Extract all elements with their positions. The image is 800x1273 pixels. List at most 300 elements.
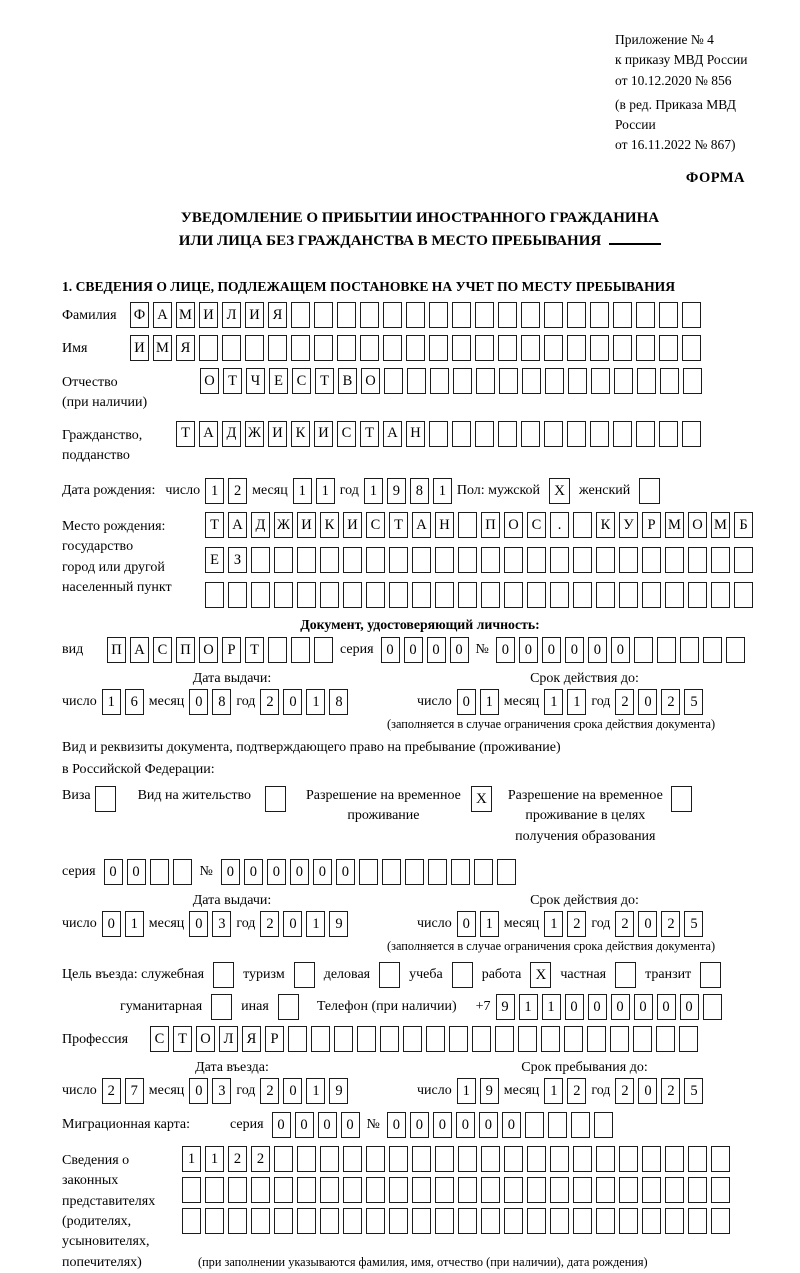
char-box[interactable]: [199, 335, 218, 361]
char-box[interactable]: Ф: [130, 302, 149, 328]
char-box[interactable]: Т: [360, 421, 379, 447]
char-box[interactable]: [688, 1146, 707, 1172]
char-box[interactable]: О: [199, 637, 218, 663]
char-box[interactable]: [573, 1177, 592, 1203]
char-box[interactable]: 0: [450, 637, 469, 663]
purpose-inaya-checkbox[interactable]: [278, 994, 299, 1020]
char-box[interactable]: [498, 421, 517, 447]
char-box[interactable]: 5: [684, 911, 703, 937]
char-box[interactable]: [567, 335, 586, 361]
char-box[interactable]: [458, 547, 477, 573]
char-box[interactable]: [711, 1208, 730, 1234]
char-box[interactable]: [734, 547, 753, 573]
char-box[interactable]: [594, 1112, 613, 1138]
char-box[interactable]: [504, 1146, 523, 1172]
char-box[interactable]: 0: [283, 1078, 302, 1104]
char-box[interactable]: [314, 637, 333, 663]
char-box[interactable]: [452, 302, 471, 328]
char-box[interactable]: [383, 302, 402, 328]
char-box[interactable]: [452, 421, 471, 447]
char-box[interactable]: 0: [638, 911, 657, 937]
char-box[interactable]: 0: [479, 1112, 498, 1138]
char-box[interactable]: [499, 368, 518, 394]
char-box[interactable]: О: [504, 512, 523, 538]
char-box[interactable]: 2: [615, 911, 634, 937]
char-box[interactable]: [665, 547, 684, 573]
char-box[interactable]: Е: [205, 547, 224, 573]
char-box[interactable]: [311, 1026, 330, 1052]
char-box[interactable]: Р: [642, 512, 661, 538]
char-box[interactable]: [613, 335, 632, 361]
char-box[interactable]: [573, 547, 592, 573]
char-box[interactable]: [274, 1208, 293, 1234]
char-box[interactable]: 8: [329, 689, 348, 715]
char-box[interactable]: Т: [389, 512, 408, 538]
char-box[interactable]: А: [383, 421, 402, 447]
char-box[interactable]: 8: [212, 689, 231, 715]
char-box[interactable]: [481, 1208, 500, 1234]
char-box[interactable]: [383, 335, 402, 361]
char-box[interactable]: З: [228, 547, 247, 573]
char-box[interactable]: Т: [223, 368, 242, 394]
char-box[interactable]: [384, 368, 403, 394]
char-box[interactable]: [288, 1026, 307, 1052]
char-box[interactable]: [682, 302, 701, 328]
char-box[interactable]: [633, 1026, 652, 1052]
char-box[interactable]: [297, 1146, 316, 1172]
char-box[interactable]: [389, 547, 408, 573]
char-box[interactable]: 0: [387, 1112, 406, 1138]
char-box[interactable]: М: [176, 302, 195, 328]
char-box[interactable]: П: [481, 512, 500, 538]
temp-permit-checkbox[interactable]: X: [471, 786, 492, 812]
char-box[interactable]: [642, 1208, 661, 1234]
char-box[interactable]: 0: [272, 1112, 291, 1138]
char-box[interactable]: [435, 582, 454, 608]
char-box[interactable]: [682, 335, 701, 361]
char-box[interactable]: [642, 582, 661, 608]
char-box[interactable]: А: [199, 421, 218, 447]
char-box[interactable]: [343, 582, 362, 608]
char-box[interactable]: Я: [176, 335, 195, 361]
char-box[interactable]: 1: [544, 911, 563, 937]
char-box[interactable]: 0: [127, 859, 146, 885]
char-box[interactable]: 1: [306, 911, 325, 937]
char-box[interactable]: [274, 1177, 293, 1203]
char-box[interactable]: 0: [519, 637, 538, 663]
char-box[interactable]: [251, 1208, 270, 1234]
char-box[interactable]: [366, 1146, 385, 1172]
char-box[interactable]: 2: [661, 689, 680, 715]
char-box[interactable]: [642, 547, 661, 573]
purpose-tranzit-checkbox[interactable]: [700, 962, 721, 988]
char-box[interactable]: [711, 582, 730, 608]
char-box[interactable]: 1: [457, 1078, 476, 1104]
char-box[interactable]: [495, 1026, 514, 1052]
char-box[interactable]: К: [291, 421, 310, 447]
char-box[interactable]: 2: [228, 1146, 247, 1172]
char-box[interactable]: [426, 1026, 445, 1052]
char-box[interactable]: 0: [638, 689, 657, 715]
char-box[interactable]: [458, 1208, 477, 1234]
char-box[interactable]: И: [314, 421, 333, 447]
char-box[interactable]: .: [550, 512, 569, 538]
char-box[interactable]: [680, 637, 699, 663]
purpose-rabota-checkbox[interactable]: X: [530, 962, 551, 988]
char-box[interactable]: 1: [316, 478, 335, 504]
char-box[interactable]: [435, 1177, 454, 1203]
char-box[interactable]: 9: [496, 994, 515, 1020]
char-box[interactable]: [541, 1026, 560, 1052]
char-box[interactable]: [222, 335, 241, 361]
char-box[interactable]: [711, 547, 730, 573]
char-box[interactable]: К: [320, 512, 339, 538]
char-box[interactable]: 0: [433, 1112, 452, 1138]
char-box[interactable]: 0: [588, 637, 607, 663]
char-box[interactable]: И: [245, 302, 264, 328]
char-box[interactable]: [182, 1177, 201, 1203]
char-box[interactable]: С: [150, 1026, 169, 1052]
char-box[interactable]: [274, 582, 293, 608]
char-box[interactable]: [659, 302, 678, 328]
char-box[interactable]: [458, 1146, 477, 1172]
char-box[interactable]: [521, 421, 540, 447]
char-box[interactable]: У: [619, 512, 638, 538]
char-box[interactable]: 3: [212, 1078, 231, 1104]
char-box[interactable]: [636, 421, 655, 447]
char-box[interactable]: 9: [329, 911, 348, 937]
char-box[interactable]: [497, 859, 516, 885]
char-box[interactable]: 2: [251, 1146, 270, 1172]
char-box[interactable]: [205, 1177, 224, 1203]
char-box[interactable]: П: [107, 637, 126, 663]
char-box[interactable]: [366, 582, 385, 608]
char-box[interactable]: Т: [173, 1026, 192, 1052]
char-box[interactable]: [403, 1026, 422, 1052]
char-box[interactable]: Д: [222, 421, 241, 447]
char-box[interactable]: Д: [251, 512, 270, 538]
char-box[interactable]: 1: [433, 478, 452, 504]
char-box[interactable]: И: [199, 302, 218, 328]
char-box[interactable]: 0: [341, 1112, 360, 1138]
char-box[interactable]: [245, 335, 264, 361]
char-box[interactable]: [568, 368, 587, 394]
char-box[interactable]: [596, 1208, 615, 1234]
char-box[interactable]: И: [268, 421, 287, 447]
char-box[interactable]: [475, 335, 494, 361]
char-box[interactable]: 1: [293, 478, 312, 504]
char-box[interactable]: [659, 421, 678, 447]
char-box[interactable]: 0: [680, 994, 699, 1020]
char-box[interactable]: [320, 1208, 339, 1234]
char-box[interactable]: 0: [404, 637, 423, 663]
char-box[interactable]: [458, 1177, 477, 1203]
char-box[interactable]: [613, 421, 632, 447]
char-box[interactable]: 0: [318, 1112, 337, 1138]
char-box[interactable]: [297, 1177, 316, 1203]
char-box[interactable]: [474, 859, 493, 885]
char-box[interactable]: 0: [457, 911, 476, 937]
char-box[interactable]: [274, 547, 293, 573]
char-box[interactable]: 2: [567, 1078, 586, 1104]
char-box[interactable]: 0: [267, 859, 286, 885]
char-box[interactable]: Ж: [245, 421, 264, 447]
char-box[interactable]: [412, 1208, 431, 1234]
purpose-sluzhebnaya-checkbox[interactable]: [213, 962, 234, 988]
char-box[interactable]: [481, 547, 500, 573]
char-box[interactable]: [550, 1177, 569, 1203]
char-box[interactable]: [657, 637, 676, 663]
char-box[interactable]: [571, 1112, 590, 1138]
char-box[interactable]: [726, 637, 745, 663]
char-box[interactable]: [412, 1146, 431, 1172]
char-box[interactable]: [619, 1146, 638, 1172]
char-box[interactable]: О: [688, 512, 707, 538]
char-box[interactable]: [587, 1026, 606, 1052]
char-box[interactable]: 1: [542, 994, 561, 1020]
char-box[interactable]: 1: [125, 911, 144, 937]
char-box[interactable]: [182, 1208, 201, 1234]
char-box[interactable]: 9: [329, 1078, 348, 1104]
char-box[interactable]: [711, 1177, 730, 1203]
sex-female-checkbox[interactable]: [639, 478, 660, 504]
char-box[interactable]: А: [412, 512, 431, 538]
char-box[interactable]: [544, 421, 563, 447]
char-box[interactable]: [429, 421, 448, 447]
char-box[interactable]: [703, 637, 722, 663]
char-box[interactable]: [596, 1146, 615, 1172]
char-box[interactable]: [498, 335, 517, 361]
char-box[interactable]: [320, 582, 339, 608]
char-box[interactable]: Т: [245, 637, 264, 663]
residence-checkbox[interactable]: [265, 786, 286, 812]
char-box[interactable]: [320, 1177, 339, 1203]
char-box[interactable]: [366, 1208, 385, 1234]
char-box[interactable]: [320, 1146, 339, 1172]
char-box[interactable]: [567, 421, 586, 447]
char-box[interactable]: Я: [242, 1026, 261, 1052]
char-box[interactable]: [389, 1208, 408, 1234]
char-box[interactable]: [428, 859, 447, 885]
char-box[interactable]: Р: [265, 1026, 284, 1052]
char-box[interactable]: 1: [205, 478, 224, 504]
char-box[interactable]: [656, 1026, 675, 1052]
char-box[interactable]: Б: [734, 512, 753, 538]
char-box[interactable]: [173, 859, 192, 885]
char-box[interactable]: [619, 582, 638, 608]
char-box[interactable]: [343, 1146, 362, 1172]
char-box[interactable]: [596, 547, 615, 573]
char-box[interactable]: Т: [205, 512, 224, 538]
char-box[interactable]: [343, 1177, 362, 1203]
char-box[interactable]: [504, 582, 523, 608]
char-box[interactable]: 2: [615, 1078, 634, 1104]
char-box[interactable]: [453, 368, 472, 394]
char-box[interactable]: 0: [221, 859, 240, 885]
char-box[interactable]: 1: [480, 689, 499, 715]
char-box[interactable]: [435, 1208, 454, 1234]
char-box[interactable]: М: [711, 512, 730, 538]
char-box[interactable]: [636, 302, 655, 328]
char-box[interactable]: 0: [457, 689, 476, 715]
char-box[interactable]: К: [596, 512, 615, 538]
char-box[interactable]: 1: [205, 1146, 224, 1172]
char-box[interactable]: [613, 302, 632, 328]
char-box[interactable]: [251, 1177, 270, 1203]
char-box[interactable]: [297, 547, 316, 573]
char-box[interactable]: [343, 547, 362, 573]
char-box[interactable]: [688, 1208, 707, 1234]
char-box[interactable]: М: [665, 512, 684, 538]
char-box[interactable]: 0: [502, 1112, 521, 1138]
char-box[interactable]: [430, 368, 449, 394]
char-box[interactable]: 0: [295, 1112, 314, 1138]
char-box[interactable]: [527, 1208, 546, 1234]
char-box[interactable]: 0: [313, 859, 332, 885]
char-box[interactable]: 0: [456, 1112, 475, 1138]
char-box[interactable]: 0: [336, 859, 355, 885]
char-box[interactable]: [228, 582, 247, 608]
char-box[interactable]: [314, 302, 333, 328]
char-box[interactable]: 6: [125, 689, 144, 715]
char-box[interactable]: [451, 859, 470, 885]
char-box[interactable]: 0: [611, 637, 630, 663]
char-box[interactable]: [703, 994, 722, 1020]
char-box[interactable]: [527, 1177, 546, 1203]
char-box[interactable]: [711, 1146, 730, 1172]
char-box[interactable]: [614, 368, 633, 394]
char-box[interactable]: [458, 512, 477, 538]
char-box[interactable]: [545, 368, 564, 394]
char-box[interactable]: [544, 302, 563, 328]
char-box[interactable]: [291, 302, 310, 328]
char-box[interactable]: [573, 512, 592, 538]
char-box[interactable]: 0: [104, 859, 123, 885]
char-box[interactable]: [320, 547, 339, 573]
char-box[interactable]: [688, 582, 707, 608]
char-box[interactable]: [337, 335, 356, 361]
char-box[interactable]: [573, 582, 592, 608]
purpose-gumanitarnaya-checkbox[interactable]: [211, 994, 232, 1020]
char-box[interactable]: [504, 1177, 523, 1203]
char-box[interactable]: В: [338, 368, 357, 394]
char-box[interactable]: [481, 582, 500, 608]
char-box[interactable]: [268, 335, 287, 361]
char-box[interactable]: 5: [684, 689, 703, 715]
char-box[interactable]: [274, 1146, 293, 1172]
char-box[interactable]: [343, 1208, 362, 1234]
char-box[interactable]: 0: [189, 911, 208, 937]
char-box[interactable]: [665, 582, 684, 608]
char-box[interactable]: 0: [189, 689, 208, 715]
char-box[interactable]: Р: [222, 637, 241, 663]
char-box[interactable]: Т: [176, 421, 195, 447]
char-box[interactable]: [406, 335, 425, 361]
char-box[interactable]: 9: [480, 1078, 499, 1104]
char-box[interactable]: [636, 335, 655, 361]
char-box[interactable]: С: [292, 368, 311, 394]
char-box[interactable]: [228, 1208, 247, 1234]
char-box[interactable]: 1: [519, 994, 538, 1020]
char-box[interactable]: Ж: [274, 512, 293, 538]
char-box[interactable]: Н: [406, 421, 425, 447]
char-box[interactable]: [472, 1026, 491, 1052]
char-box[interactable]: Е: [269, 368, 288, 394]
char-box[interactable]: О: [361, 368, 380, 394]
char-box[interactable]: 0: [634, 994, 653, 1020]
char-box[interactable]: 1: [182, 1146, 201, 1172]
char-box[interactable]: 1: [306, 689, 325, 715]
char-box[interactable]: [150, 859, 169, 885]
char-box[interactable]: [228, 1177, 247, 1203]
char-box[interactable]: [619, 1177, 638, 1203]
char-box[interactable]: [475, 302, 494, 328]
char-box[interactable]: [550, 547, 569, 573]
char-box[interactable]: [389, 582, 408, 608]
char-box[interactable]: [412, 1177, 431, 1203]
char-box[interactable]: [407, 368, 426, 394]
char-box[interactable]: 0: [657, 994, 676, 1020]
char-box[interactable]: [406, 302, 425, 328]
char-box[interactable]: [359, 859, 378, 885]
char-box[interactable]: 1: [364, 478, 383, 504]
char-box[interactable]: 5: [684, 1078, 703, 1104]
char-box[interactable]: [548, 1112, 567, 1138]
char-box[interactable]: [380, 1026, 399, 1052]
char-box[interactable]: Л: [222, 302, 241, 328]
char-box[interactable]: А: [153, 302, 172, 328]
char-box[interactable]: [619, 547, 638, 573]
char-box[interactable]: [251, 547, 270, 573]
char-box[interactable]: [205, 1208, 224, 1234]
char-box[interactable]: [567, 302, 586, 328]
char-box[interactable]: Н: [435, 512, 454, 538]
char-box[interactable]: [251, 582, 270, 608]
char-box[interactable]: 0: [102, 911, 121, 937]
char-box[interactable]: Я: [268, 302, 287, 328]
char-box[interactable]: Ч: [246, 368, 265, 394]
char-box[interactable]: 3: [212, 911, 231, 937]
char-box[interactable]: [268, 637, 287, 663]
char-box[interactable]: [504, 1208, 523, 1234]
char-box[interactable]: [360, 335, 379, 361]
char-box[interactable]: 2: [567, 911, 586, 937]
char-box[interactable]: [449, 1026, 468, 1052]
char-box[interactable]: [527, 582, 546, 608]
char-box[interactable]: 1: [306, 1078, 325, 1104]
char-box[interactable]: [619, 1208, 638, 1234]
purpose-chastnaya-checkbox[interactable]: [615, 962, 636, 988]
char-box[interactable]: 0: [283, 911, 302, 937]
char-box[interactable]: 0: [565, 637, 584, 663]
char-box[interactable]: [475, 421, 494, 447]
char-box[interactable]: 0: [189, 1078, 208, 1104]
char-box[interactable]: 2: [615, 689, 634, 715]
char-box[interactable]: [389, 1177, 408, 1203]
char-box[interactable]: А: [228, 512, 247, 538]
char-box[interactable]: [360, 302, 379, 328]
char-box[interactable]: [591, 368, 610, 394]
char-box[interactable]: [452, 335, 471, 361]
char-box[interactable]: [481, 1146, 500, 1172]
char-box[interactable]: 1: [102, 689, 121, 715]
char-box[interactable]: 2: [661, 1078, 680, 1104]
char-box[interactable]: [525, 1112, 544, 1138]
sex-male-checkbox[interactable]: X: [549, 478, 570, 504]
char-box[interactable]: [297, 1208, 316, 1234]
char-box[interactable]: [596, 582, 615, 608]
char-box[interactable]: 2: [260, 689, 279, 715]
